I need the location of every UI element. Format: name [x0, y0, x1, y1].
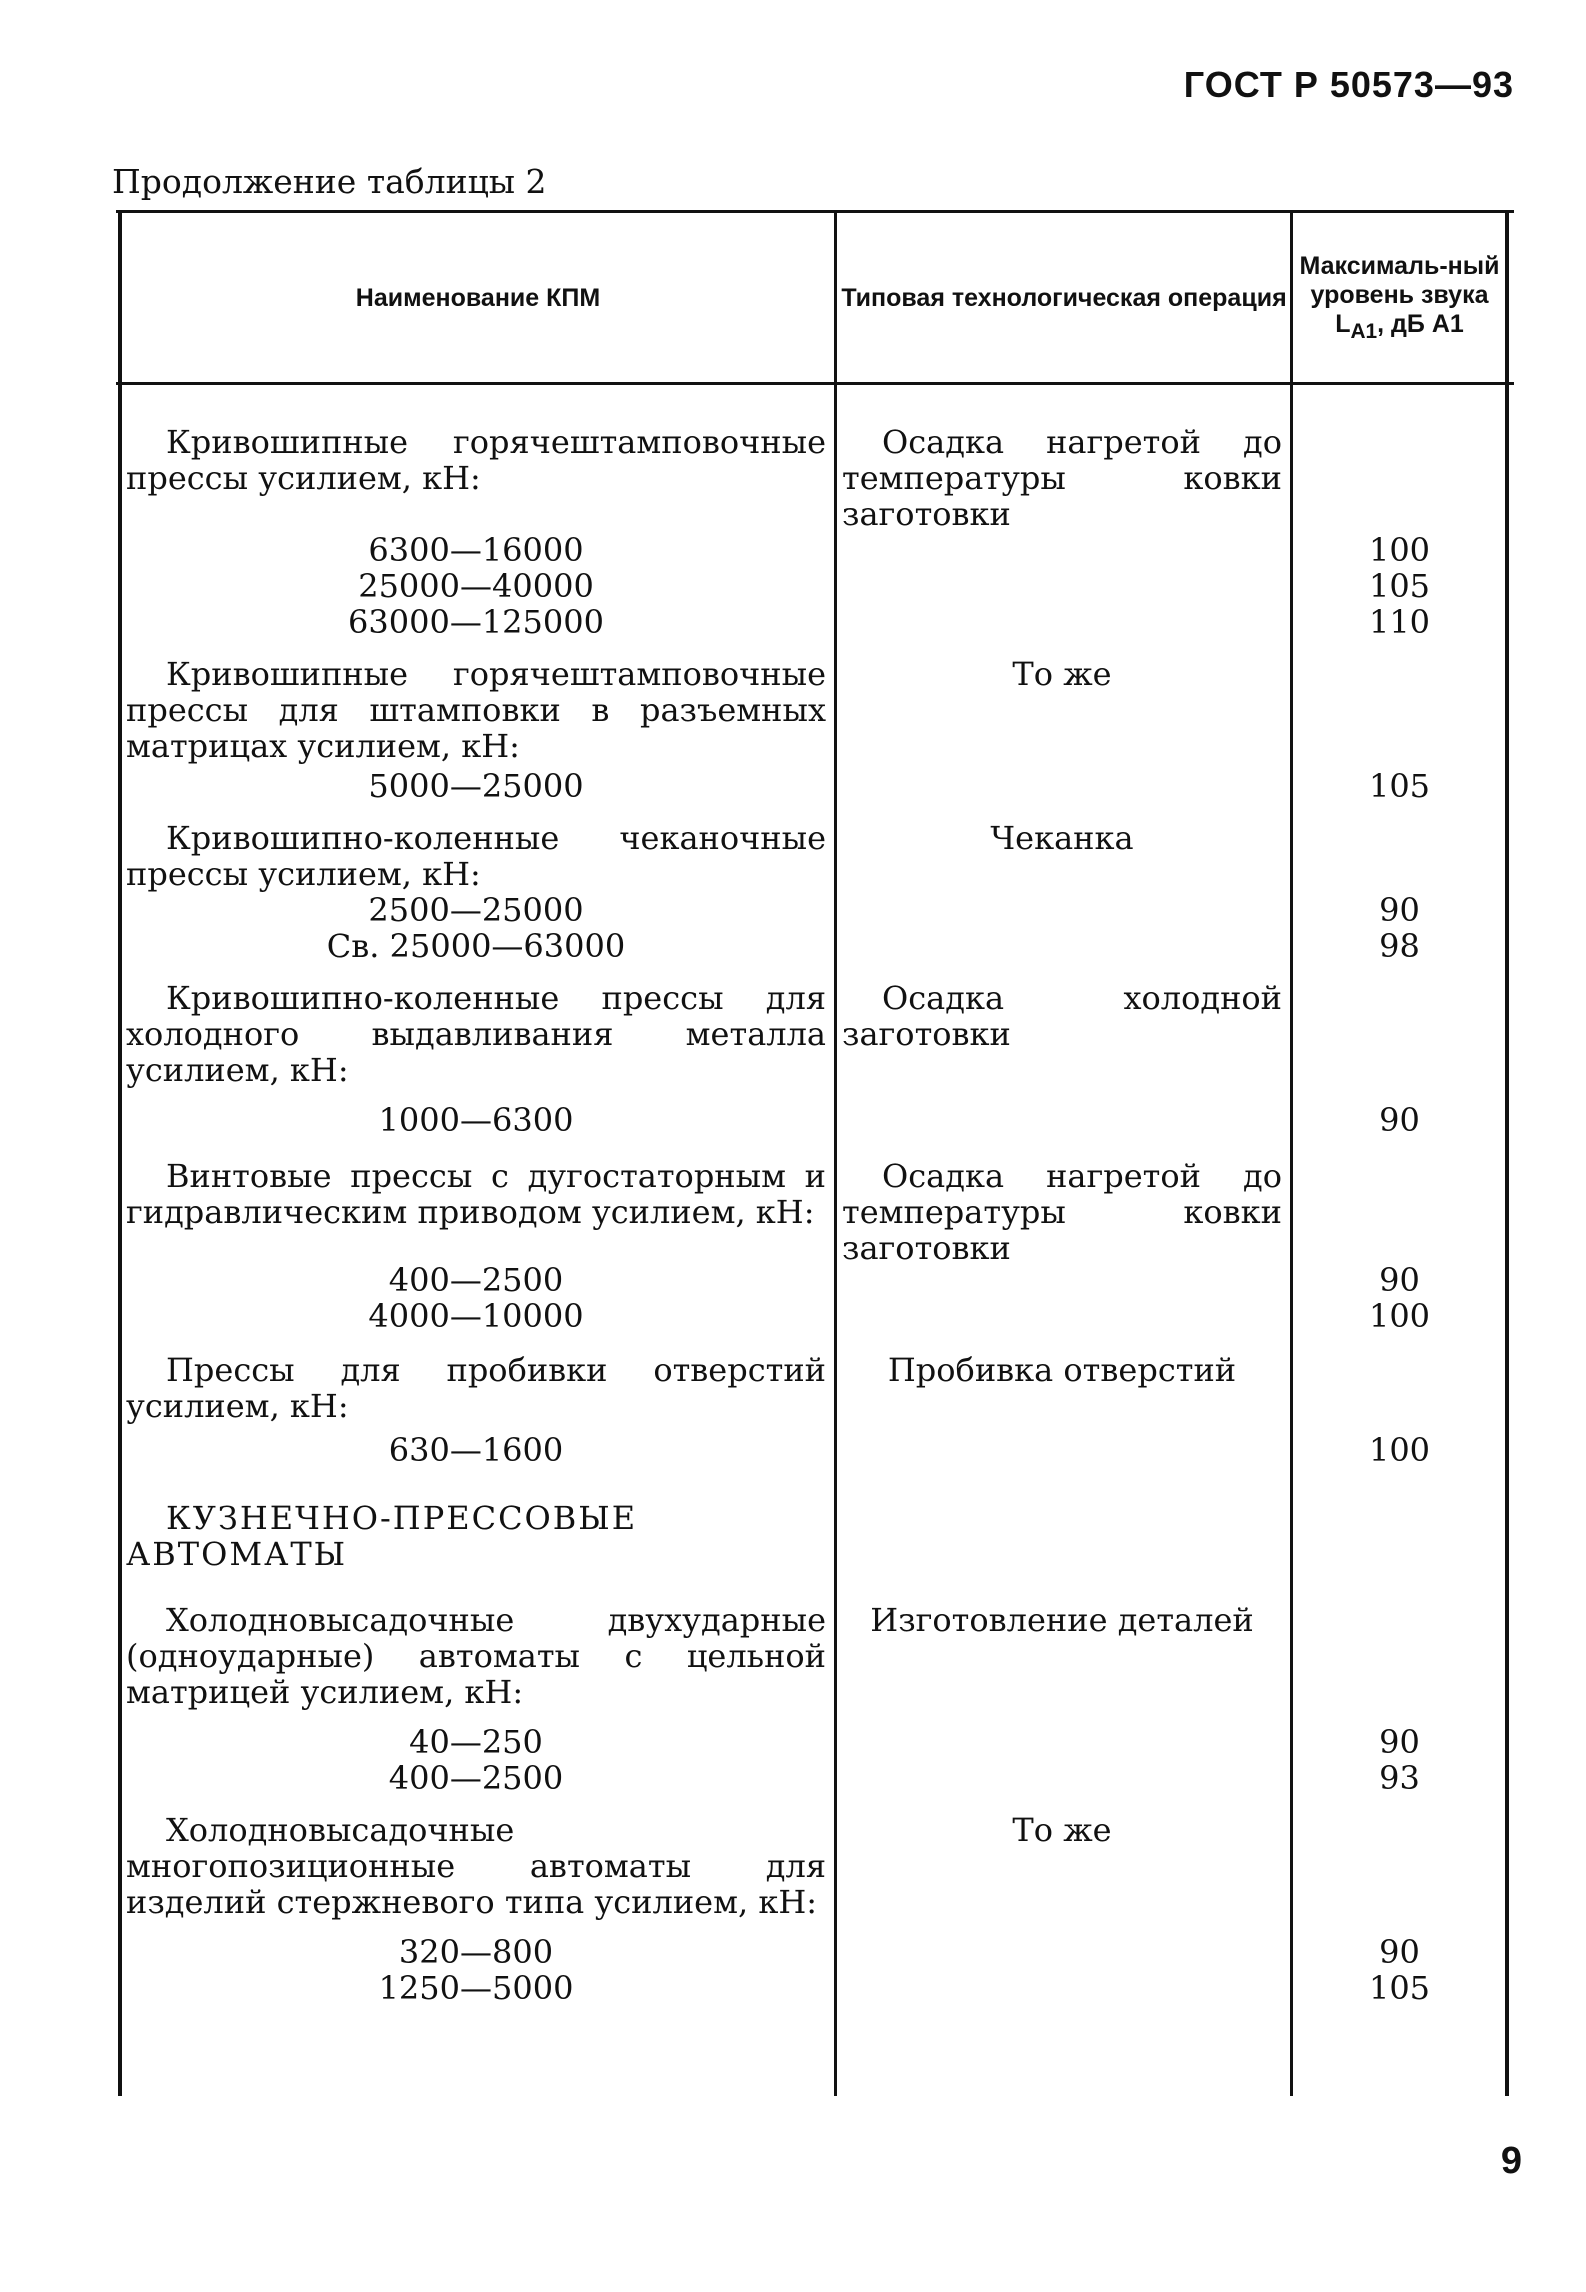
level-header-unit: , дБ А1	[1377, 309, 1464, 338]
range-value: 4000—10000	[368, 1297, 584, 1335]
level-value: 105	[1368, 767, 1431, 805]
page-number: 9	[1500, 2140, 1522, 2182]
level-header-sub: A1	[1350, 319, 1378, 343]
range-value: 5000—25000	[368, 767, 584, 805]
range-value: 63000—125000	[348, 603, 604, 641]
level-value: 100	[1368, 531, 1431, 569]
row-operation: Осадка нагретой до температуры ковки заготовки	[842, 423, 1282, 533]
row-operation: Осадка нагретой до температуры ковки заготовки	[842, 1157, 1282, 1267]
table-caption: Продолжение таблицы 2	[112, 162, 547, 201]
range-value: 320—800	[398, 1933, 554, 1971]
range-value: 2500—25000	[368, 891, 584, 929]
standard-header: ГОСТ Р 50573—93	[1183, 64, 1514, 105]
row-operation: Пробивка отверстий	[887, 1351, 1237, 1389]
level-value: 100	[1368, 1297, 1431, 1335]
row-name: Холодновысадочные многопозиционные автоматы для изделий стержневого типа усилием, кН:	[126, 1811, 826, 1921]
level-value: 100	[1368, 1431, 1431, 1469]
level-header-text: Максималь-ный уровень звука L	[1299, 252, 1500, 338]
range-value: 1250—5000	[378, 1969, 574, 2007]
row-operation: Чеканка	[990, 819, 1134, 857]
range-value: 400—2500	[388, 1759, 564, 1797]
level-value: 90	[1379, 891, 1420, 929]
row-name: Кривошипно-коленные прессы для холодного выдавливания металла усилием, кН:	[126, 979, 826, 1089]
row-operation: То же	[1012, 655, 1112, 693]
range-value: 400—2500	[388, 1261, 564, 1299]
range-value: 40—250	[409, 1723, 543, 1761]
range-value: 630—1600	[388, 1431, 564, 1469]
level-value: 90	[1379, 1933, 1420, 1971]
table-right-border	[1505, 212, 1509, 2096]
row-operation: Осадка холодной заготовки	[842, 979, 1282, 1053]
row-name: Прессы для пробивки отверстий усилием, кН:	[126, 1351, 826, 1425]
level-value: 110	[1368, 603, 1431, 641]
row-name: Кривошипные горячештамповочные прессы для штамповки в разъемных матрицах усилием, кН:	[126, 655, 826, 765]
level-value: 93	[1379, 1759, 1420, 1797]
level-value: 105	[1368, 1969, 1431, 2007]
row-name: Винтовые прессы с дугостаторным и гидравлическим приводом усилием, кН:	[126, 1157, 826, 1231]
level-value: 90	[1379, 1101, 1420, 1139]
level-value: 98	[1379, 927, 1420, 965]
range-value: 1000—6300	[378, 1101, 574, 1139]
section-heading: КУЗНЕЧНО-ПРЕССОВЫЕ АВТОМАТЫ	[126, 1499, 638, 1573]
row-name: Кривошипные горячештамповочные прессы усилием, кН:	[126, 423, 826, 497]
level-value: 90	[1379, 1723, 1420, 1761]
level-value: 105	[1368, 567, 1431, 605]
row-name: Кривошипно-коленные чеканочные прессы усилием, кН:	[126, 819, 826, 893]
column-header-level	[1294, 214, 1505, 382]
row-operation: Изготовление деталей	[870, 1601, 1254, 1639]
table-top-rule	[116, 210, 1514, 213]
table-left-border	[118, 212, 122, 2096]
column-divider-1	[834, 212, 837, 2096]
row-operation: То же	[1012, 1811, 1112, 1849]
column-header-name: Наименование КПМ	[355, 283, 601, 312]
range-value: 6300—16000	[368, 531, 584, 569]
table-header-rule	[116, 382, 1514, 385]
column-header-operation: Типовая технологическая операция	[841, 283, 1287, 312]
level-value: 90	[1379, 1261, 1420, 1299]
range-value: 25000—40000	[358, 567, 594, 605]
column-divider-2	[1290, 212, 1293, 2096]
row-name: Холодновысадочные двухударные (одноударные) автоматы с цельной матрицей усилием, кН:	[126, 1601, 826, 1711]
range-value: Св. 25000—63000	[326, 927, 626, 965]
